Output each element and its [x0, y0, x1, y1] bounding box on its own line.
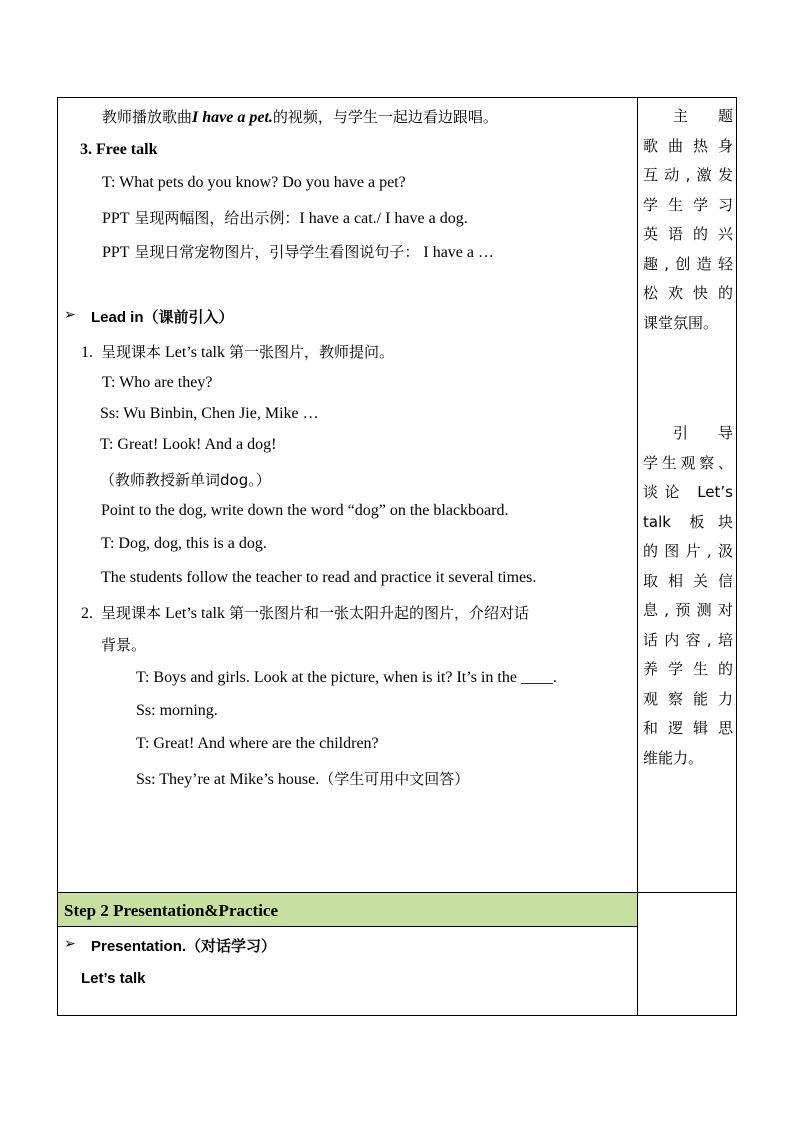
- note-line: 趣,创造轻: [643, 254, 733, 273]
- teacher-note: （教师教授新单词dog。）: [100, 471, 271, 489]
- song-line: 教师播放歌曲I have a pet.的视频，与学生一起边看边跟唱。: [102, 108, 498, 126]
- dialogue-line: T: Great! And where are the children?: [136, 735, 379, 752]
- note-line: 和逻辑思: [643, 719, 733, 737]
- dialogue-line: T: Boys and girls. Look at the picture, when is it? It’s in the ____.: [136, 669, 557, 686]
- note-lead-in: [643, 419, 733, 773]
- note-warmup: [643, 102, 733, 338]
- note-line: 松欢快的: [643, 284, 733, 302]
- note-line: 英语的兴: [643, 225, 733, 243]
- step-2-header: [58, 893, 637, 926]
- note-line: 的图片,汲: [643, 542, 733, 560]
- lead-in-item-2-cont: 背景。: [101, 636, 147, 654]
- note-line: 维能力。: [643, 748, 704, 767]
- lead-in-heading: Lead in（课前引入）: [91, 308, 234, 326]
- step-2-title: Step 2 Presentation&Practice: [64, 901, 279, 920]
- lead-in-item-2: 2. 呈现课本 Let’s talk 第一张图片和一张太阳升起的图片，介绍对话: [81, 604, 530, 622]
- dialogue-line: Ss: Wu Binbin, Chen Jie, Mike …: [100, 405, 319, 422]
- note-line: 学生学习: [643, 195, 733, 214]
- dialogue-line: T: Dog, dog, this is a dog.: [101, 535, 267, 552]
- note-line: 主 题: [673, 107, 733, 125]
- lead-in-item-1: 1. 呈现课本 Let’s talk 第一张图片，教师提问。: [81, 343, 395, 361]
- note-line: 课堂氛围。: [643, 313, 719, 332]
- note-line: 引 导: [673, 424, 733, 442]
- free-talk-line-2: PPT 呈现两幅图，给出示例：I have a cat./ I have a dog.: [102, 209, 468, 227]
- note-line: 息,预测对: [643, 601, 733, 619]
- instruction-line: The students follow the teacher to read and practice it several times.: [101, 569, 537, 586]
- dialogue-line: T: Great! Look! And a dog!: [100, 436, 277, 453]
- note-line: 谈论 Let’s: [643, 483, 733, 501]
- column-divider: [637, 98, 638, 1015]
- free-talk-heading: 3. Free talk: [80, 141, 158, 158]
- free-talk-line-1: T: What pets do you know? Do you have a pet?: [102, 174, 406, 191]
- presentation-heading: Presentation.（对话学习）: [91, 937, 277, 955]
- note-line: 观察能力: [643, 689, 733, 708]
- free-talk-line-3: PPT 呈现日常宠物图片，引导学生看图说句子： I have a …: [102, 243, 494, 261]
- lesson-plan-table: [57, 97, 737, 1016]
- note-line: 互动,激发: [643, 166, 733, 184]
- song-title: I have a pet.: [192, 109, 273, 126]
- dialogue-line: Ss: They’re at Mike’s house.（学生可用中文回答）: [136, 770, 470, 788]
- note-line: 养学生的: [643, 660, 733, 678]
- note-line: 学生观察、: [643, 453, 733, 472]
- note-line: 歌曲热身: [643, 136, 733, 155]
- step-band-divider: [58, 926, 637, 927]
- note-line: talk 板块: [643, 512, 733, 531]
- dialogue-line: Ss: morning.: [136, 702, 218, 719]
- lets-talk-heading: Let’s talk: [81, 970, 146, 987]
- instruction-line: Point to the dog, write down the word “dog” on the blackboard.: [101, 502, 509, 519]
- arrow-bullet-icon: ➢: [64, 307, 76, 323]
- arrow-bullet-icon: ➢: [64, 936, 76, 952]
- dialogue-line: T: Who are they?: [102, 374, 213, 391]
- note-line: 取相关信: [643, 571, 733, 590]
- note-line: 话内容,培: [643, 630, 733, 649]
